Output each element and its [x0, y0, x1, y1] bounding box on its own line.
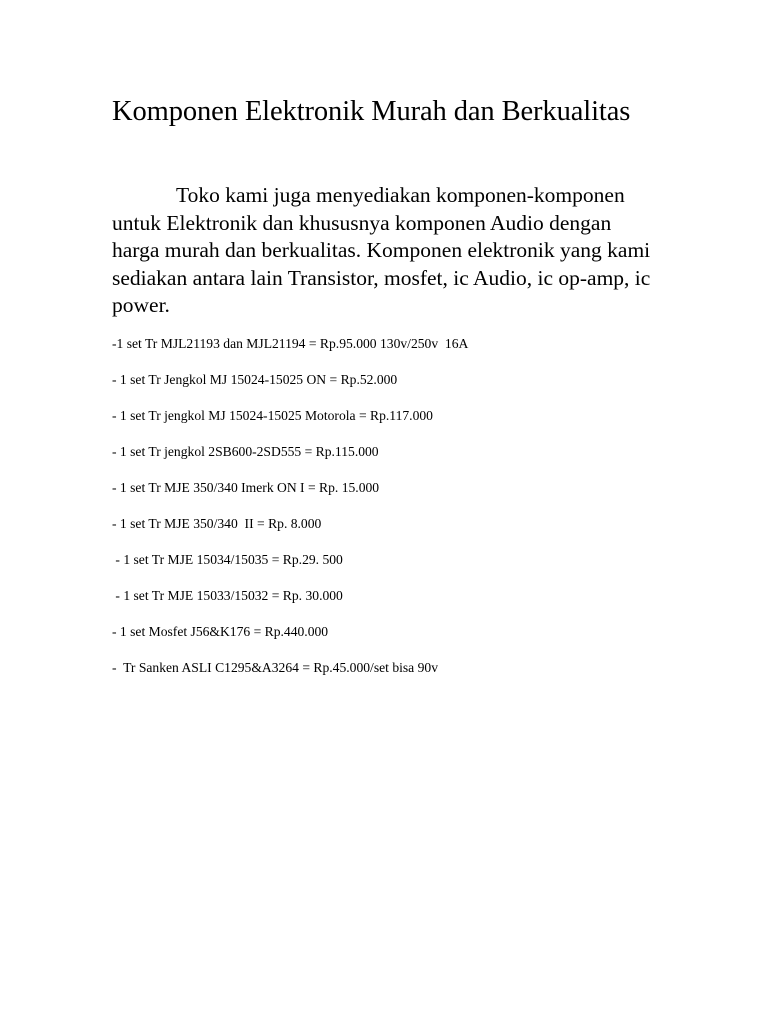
- price-list-item: -1 set Tr MJL21193 dan MJL21194 = Rp.95.000 130v/250v 16A: [112, 336, 469, 351]
- price-list-item: - 1 set Mosfet J56&K176 = Rp.440.000: [112, 624, 329, 639]
- intro-paragraph: Toko kami juga menyediakan komponen-komponen untuk Elektronik dan khususnya komponen Audio dengan harga murah dan berkualitas. Komponen elektronik yang kami sediakan antara lain Transistor, mosfet, ic Audio, ic op-amp, ic power.: [112, 183, 651, 317]
- price-list: [112, 334, 712, 694]
- price-list-item: - 1 set Tr jengkol MJ 15024-15025 Motorola = Rp.117.000: [112, 408, 433, 423]
- price-list-item: - 1 set Tr Jengkol MJ 15024-15025 ON = Rp.52.000: [112, 372, 398, 387]
- price-list-item: - 1 set Tr MJE 15034/15035 = Rp.29. 500: [112, 552, 343, 567]
- price-list-item: - Tr Sanken ASLI C1295&A3264 = Rp.45.000/set bisa 90v: [112, 660, 439, 675]
- price-list-item: - 1 set Tr jengkol 2SB600-2SD555 = Rp.115.000: [112, 444, 379, 459]
- price-list-item: - 1 set Tr MJE 350/340 II = Rp. 8.000: [112, 516, 322, 531]
- price-list-item: - 1 set Tr MJE 15033/15032 = Rp. 30.000: [112, 588, 343, 603]
- document-title: Komponen Elektronik Murah dan Berkualitas: [112, 96, 631, 127]
- price-list-item: - 1 set Tr MJE 350/340 Imerk ON I = Rp. 15.000: [112, 480, 380, 495]
